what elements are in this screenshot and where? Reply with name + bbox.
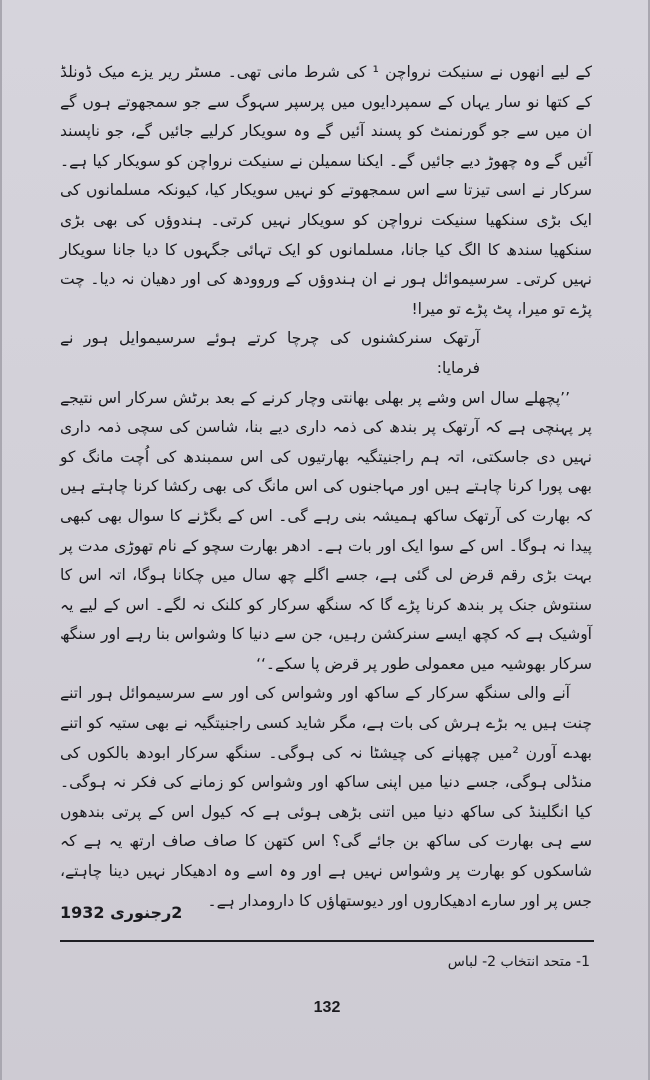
date-line: 2رجنوری 1932: [60, 903, 183, 922]
paragraph-2: آرتھک سنرکشنوں کی چرچا کرتے ہوئے سرسیموایل ہور نے فرمایا:: [60, 329, 480, 377]
footnote-divider: [60, 940, 594, 942]
page-number: 132: [313, 999, 341, 1016]
paragraph-1: کے لیے انھوں نے سنیکت نرواچن ¹ کی شرط مانی تھی۔ مسٹر ریر یزے میک ڈونلڈ کے کتھا نو سار یہاں کے سمپردایوں میں پرسپر سہوگ سے جو سمجھوتے ہوں گے ان میں سے جو گورنمنٹ کو پسند آئیں گے وہ سویکار کرلیے جائیں گے، جو ناپسند آئیں گے وہ چھوڑ دیے جائیں گے۔ ایکنا سمیلن نے سنیکت نرواچن کو سویکار کیا ہے۔ سرکار نے اسی تیزتا سے اس سمجھوتے کو نہیں سویکار کیا، کیونکہ مسلمانوں کی ایک بڑی سنکھیا سنیکت نرواچن کو سویکار نہیں کرتی۔ ہندوؤں کی بھی بڑی سنکھیا سندھ کا الگ کیا جانا، مسلمانوں کو ایک تہائی جگہوں کا دیا جانا سویکار نہیں کرتی۔ سرسیموائل ہور نے ان ہندوؤں کے وروودھ کی اور دھیان نہ دیا۔ چت پڑے تو میرا، پٹ پڑے تو میرا!: [60, 63, 592, 318]
footnote-text: 1- متحد انتخاب 2- لباس: [447, 954, 590, 970]
main-text: [60, 58, 592, 916]
paragraph-3-quote: ’’پچھلے سال اس وشے پر بھلی بھانتی وچار کرنے کے بعد برٹش سرکار اس نتیجے پر پہنچی ہے کہ آرتھک پر بندھ کی ذمہ داری دیے بنا، شاسن کی سچی ذمہ داری نہیں دی جاسکتی، اتہ ہم راجنیتگیہ بھارتیوں کی اس سمبندھ کی اُچت مانگ کو بھی پورا کرنا چاہتے ہیں اور مہاجنوں کی اس مانگ کی بھی رکشا کرنا چاہتے ہیں کہ بھارت کی آرتھک ساکھ ہمیشہ بنی رہے گی۔ اس کے بگڑنے کا سوال بھی کبھی پیدا نہ ہوگا۔ اس کے سوا ایک اور بات ہے۔ ادھر بھارت سچو کے نام تھوڑی مدت پر بہت بڑی رقم قرض لی گئی ہے، جسے اگلے چھ سال میں چکانا ہوگا، اتہ اس کا سنتوش جنک پر بندھ کرنا پڑے گا کہ سنگھ سرکار کو کلنک نہ لگے۔ اس کے لیے یہ آوشیک ہے کہ کچھ ایسے سنرکشن رہیں، جن سے دنیا کا وشواس بنا رہے اور سنگھ سرکار بھوشیہ میں معمولی طور پر قرض پا سکے۔‘‘: [60, 388, 592, 673]
paragraph-4: آنے والی سنگھ سرکار کے ساکھ اور وشواس کی اور سے سرسیموائل ہور اتنے چنت ہیں یہ بڑے ہرش کی بات ہے، مگر شاید کسی راجنیتگیہ نے بھی ستیہ کو اتنے بھدے آورن ²میں چھپانے کی چیشٹا نہ کی ہوگی۔ سنگھ سرکار ابودھ بالکوں کی منڈلی ہوگی، جسے دنیا میں اپنی ساکھ اور وشواس کو زمانے کی فکر نہ ہوگی۔ کیا انگلینڈ کی ساکھ دنیا میں اتنی بڑھی ہوئی ہے کہ کیول اس کے پرتی بندھوں سے ہی بھارت کی ساکھ بن جائے گی؟ اس کتھن کا صاف صاف ارتھ یہ ہے کہ شاسکوں کو بھارت پر وشواس نہیں ہے اور وہ اسے وہ ادھیکار نہیں دینا چاہتے، جس پر اور سارے ادھیکاروں اور دیوستھاؤں کا دارومدار ہے۔: [60, 684, 592, 910]
